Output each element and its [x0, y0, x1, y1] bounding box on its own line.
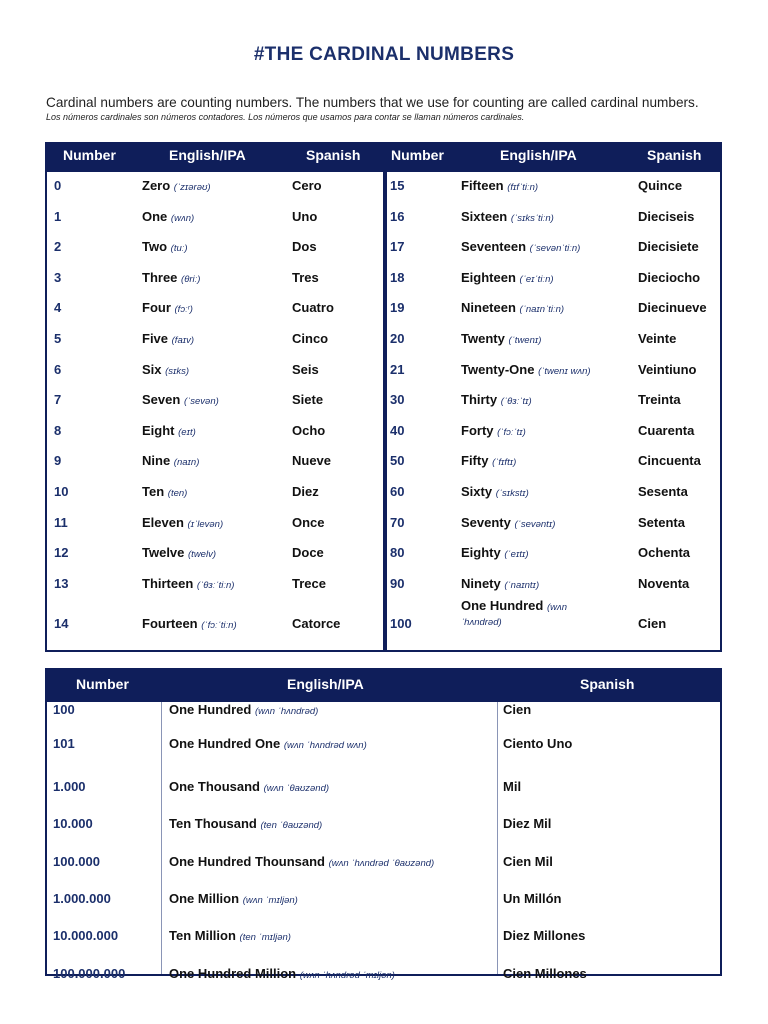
spanish-cell: Ocho: [292, 422, 326, 438]
ipa-transcription: (ˈeɪtɪ): [504, 549, 529, 561]
header-spanish: Spanish: [647, 147, 702, 163]
english-ipa-cell: [461, 453, 516, 468]
header-number: Number: [76, 676, 129, 692]
number-cell: 14: [54, 616, 69, 632]
english-ipa-cell: [169, 779, 329, 794]
number-cell: 30: [390, 392, 405, 408]
spanish-cell: Veinte: [638, 331, 677, 346]
header-spanish: Spanish: [306, 147, 361, 163]
english-word: Sixty: [461, 484, 493, 499]
english-word: Zero: [142, 178, 171, 193]
english-ipa-cell: [461, 209, 554, 224]
number-cell: 0: [54, 178, 62, 193]
english-word: Fourteen: [142, 616, 198, 632]
spanish-cell: Diez Mil: [503, 816, 552, 832]
intro-spanish: Los números cardinales son números contadores. Los números que usamos para contar se llaman números cardinales.: [46, 112, 525, 122]
table-row: [47, 854, 720, 874]
ipa-transcription: (ˈsɪkstɪ): [495, 488, 529, 499]
table-row: [47, 484, 720, 504]
ipa-transcription: (ten ˈmɪljən): [239, 932, 291, 944]
table-row: [47, 331, 720, 351]
ipa-transcription: (wʌn): [170, 212, 195, 224]
number-cell: 13: [54, 575, 69, 591]
spanish-cell: Cien: [638, 616, 667, 632]
english-word: Sixteen: [461, 208, 508, 224]
table-row: [47, 966, 720, 986]
ipa-transcription: (wʌn ˈmɪljən): [242, 895, 298, 906]
number-cell: 80: [390, 545, 405, 561]
table-row: [47, 270, 720, 290]
english-ipa-cell: [461, 239, 580, 254]
number-cell: 100.000: [53, 853, 100, 869]
number-cell: 10: [54, 484, 69, 499]
number-cell: 19: [390, 300, 405, 316]
english-word: Eleven: [142, 514, 184, 530]
spanish-cell: Cuatro: [292, 300, 334, 316]
table-row: [47, 392, 720, 412]
table-header: [47, 144, 720, 172]
english-word: Four: [142, 300, 171, 316]
spanish-cell: Diecisiete: [638, 239, 699, 255]
spanish-cell: Catorce: [292, 616, 341, 632]
spanish-cell: Dos: [292, 239, 317, 255]
english-word: Eighteen: [461, 269, 516, 285]
number-cell: 40: [390, 422, 405, 438]
english-word: Forty: [461, 422, 494, 438]
english-word: One Hundred: [169, 702, 252, 717]
english-word: Seventeen: [461, 239, 527, 255]
english-ipa-cell: [169, 736, 367, 751]
number-cell: 17: [390, 239, 405, 255]
table-row: [47, 362, 720, 382]
spanish-cell: Cincuenta: [638, 453, 701, 469]
cardinal-numbers-table-large: [45, 668, 722, 981]
number-cell: 20: [390, 331, 405, 346]
number-cell: 10.000.000: [53, 928, 119, 944]
spanish-cell: Noventa: [638, 575, 690, 591]
number-cell: 101: [53, 736, 75, 752]
ipa-transcription: (fɔːʳ): [174, 304, 193, 316]
spanish-cell: Veintiuno: [638, 361, 697, 377]
spanish-cell: Cien: [503, 702, 532, 717]
number-cell: 21: [390, 361, 405, 377]
number-cell: 4: [54, 300, 62, 316]
spanish-cell: Diez Millones: [503, 928, 586, 944]
ipa-transcription: (wʌn ˈhʌndrəd): [461, 602, 568, 629]
ipa-transcription: (faɪv): [171, 335, 195, 346]
table-row: [47, 816, 720, 836]
number-cell: 16: [390, 208, 405, 224]
spanish-cell: Cuarenta: [638, 422, 695, 438]
header-english-ipa: English/IPA: [500, 147, 577, 163]
spanish-cell: Tres: [292, 269, 319, 285]
english-ipa-cell: [461, 576, 539, 591]
ipa-transcription: (ˈθɜːˈtiːn): [196, 579, 235, 591]
ipa-transcription: (ˈnaɪnˈtiːn): [519, 304, 565, 316]
english-word: Fifteen: [461, 178, 504, 193]
spanish-cell: Dieciseis: [638, 208, 695, 224]
english-ipa-cell: [461, 598, 609, 628]
number-cell: 2: [54, 239, 62, 255]
spanish-cell: Cien Mil: [503, 853, 553, 869]
number-cell: 90: [390, 575, 405, 591]
english-ipa-cell: [169, 891, 298, 906]
spanish-cell: Diecinueve: [638, 300, 707, 316]
english-word: One Thousand: [169, 778, 260, 794]
number-cell: 15: [390, 178, 405, 193]
ipa-transcription: (ˈtwenɪ): [508, 335, 542, 346]
table-row: [47, 702, 720, 722]
table-row: [47, 300, 720, 320]
english-word: Seven: [142, 392, 181, 408]
page-title: #THE CARDINAL NUMBERS: [253, 44, 515, 65]
spanish-cell: Diez: [292, 484, 319, 499]
ipa-transcription: (sɪks): [165, 365, 190, 377]
ipa-transcription: (ɪˈlevən): [187, 518, 224, 530]
number-cell: 11: [54, 514, 68, 530]
spanish-cell: Ochenta: [638, 545, 691, 561]
number-cell: 1.000: [53, 778, 86, 794]
number-cell: 6: [54, 361, 62, 377]
ipa-transcription: (ˈfɪftɪ): [492, 457, 517, 469]
table-row: [47, 423, 720, 443]
number-cell: 18: [390, 269, 405, 285]
table-row: [47, 515, 720, 535]
ipa-transcription: (ˈzɪərəʊ): [173, 182, 211, 193]
number-cell: 12: [54, 545, 69, 561]
ipa-transcription: (ˈeɪˈtiːn): [519, 273, 554, 285]
english-word: Ten Thousand: [169, 816, 257, 832]
number-cell: 70: [390, 514, 405, 530]
english-word: One Hundred Thounsand: [169, 853, 325, 869]
spanish-cell: Siete: [292, 392, 324, 408]
spanish-cell: Setenta: [638, 514, 685, 530]
number-cell: 100.000.000: [53, 965, 126, 981]
number-cell: 9: [54, 453, 62, 469]
ipa-transcription: (θriː): [181, 273, 201, 285]
number-cell: 100: [53, 702, 75, 717]
number-cell: 3: [54, 269, 62, 285]
ipa-transcription: (wʌn ˈhʌndrəd ˈmɪljən): [299, 969, 395, 981]
english-ipa-cell: [461, 423, 526, 438]
ipa-transcription: (wʌn ˈhʌndrəd): [254, 706, 319, 717]
ipa-transcription: (wʌn ˈθaʊzənd): [263, 782, 330, 794]
spanish-cell: Treinta: [638, 392, 681, 408]
number-cell: 10.000: [53, 816, 93, 832]
table-row: [47, 178, 720, 198]
table-row: [47, 736, 720, 756]
spanish-cell: Seis: [292, 361, 319, 377]
english-ipa-cell: [169, 854, 434, 869]
english-word: Five: [142, 331, 169, 346]
english-word: Two: [142, 239, 168, 255]
english-word: One: [142, 208, 168, 224]
english-ipa-cell: [461, 545, 529, 560]
spanish-cell: Quince: [638, 178, 683, 193]
ipa-transcription: (ˈfɔːˈtɪ): [497, 426, 526, 438]
english-word: Twenty: [461, 331, 505, 346]
table-row: [47, 453, 720, 473]
ipa-transcription: (wʌn ˈhʌndrəd ˈθaʊzənd): [328, 857, 435, 869]
spanish-cell: Trece: [292, 575, 326, 591]
english-ipa-cell: [461, 515, 555, 530]
spanish-cell: Once: [292, 514, 325, 530]
number-cell: 100: [390, 616, 412, 632]
ipa-transcription: (naɪn): [173, 457, 200, 469]
table-row: [47, 891, 720, 911]
spanish-cell: Cien Millones: [503, 965, 587, 981]
ipa-transcription: (ˈsevən): [183, 396, 219, 408]
english-word: One Million: [169, 891, 240, 906]
english-ipa-cell: [461, 484, 529, 499]
spanish-cell: Doce: [292, 545, 324, 561]
spanish-cell: Dieciocho: [638, 269, 701, 285]
ipa-transcription: (ten): [167, 488, 188, 499]
ipa-transcription: (wʌn ˈhʌndrəd wʌn): [283, 740, 367, 752]
english-ipa-cell: [169, 928, 291, 943]
english-word: One Hundred: [461, 598, 544, 614]
english-ipa-cell: [461, 300, 564, 315]
spanish-cell: Un Millón: [503, 891, 562, 906]
ipa-transcription: (ˈfɔːˈtiːn): [201, 620, 237, 632]
spanish-cell: Sesenta: [638, 484, 688, 499]
spanish-cell: Cinco: [292, 331, 329, 346]
header-spanish: Spanish: [580, 676, 635, 692]
english-word: Twelve: [142, 545, 185, 561]
number-cell: 5: [54, 331, 62, 346]
number-cell: 8: [54, 422, 62, 438]
table-row: [47, 576, 720, 596]
english-word: One Hundred Million: [169, 965, 297, 981]
table-row: [47, 209, 720, 229]
ipa-transcription: (eɪt): [178, 426, 196, 438]
table-header: [47, 670, 720, 702]
ipa-transcription: (ˈsɪksˈtiːn): [510, 212, 554, 224]
english-word: Six: [142, 361, 162, 377]
english-word: Thirteen: [142, 575, 194, 591]
ipa-transcription: (twelv): [188, 549, 216, 561]
english-word: Nineteen: [461, 300, 516, 316]
ipa-transcription: (tuː): [170, 243, 188, 255]
english-word: Fifty: [461, 453, 489, 469]
ipa-transcription: (ten ˈθaʊzənd): [260, 820, 323, 832]
english-word: Thirty: [461, 392, 498, 408]
table-row: [47, 239, 720, 259]
table-row: [47, 928, 720, 948]
english-ipa-cell: [169, 702, 318, 717]
english-word: Twenty-One: [461, 361, 535, 377]
number-cell: 1.000.000: [53, 891, 111, 906]
table-row: [47, 545, 720, 565]
english-ipa-cell: [461, 331, 541, 346]
ipa-transcription: (ˈtwenɪ wʌn): [538, 365, 591, 377]
header-english-ipa: English/IPA: [287, 676, 364, 692]
spanish-cell: Ciento Uno: [503, 736, 573, 752]
english-word: Nine: [142, 453, 171, 469]
header-english-ipa: English/IPA: [169, 147, 246, 163]
english-word: Ten: [142, 484, 165, 499]
english-ipa-cell: [169, 816, 322, 831]
ipa-transcription: (ˈsevənˈtiːn): [529, 243, 581, 255]
spanish-cell: Mil: [503, 778, 522, 794]
cardinal-numbers-table-0-100: [45, 142, 722, 652]
english-word: One Hundred One: [169, 736, 281, 752]
spanish-cell: Nueve: [292, 453, 332, 469]
english-word: Eight: [142, 422, 175, 438]
table-row: [47, 779, 720, 799]
header-number: Number: [391, 147, 444, 163]
ipa-transcription: (ˈsevəntɪ): [514, 518, 556, 530]
english-word: Ninety: [461, 575, 501, 591]
intro-english: Cardinal numbers are counting numbers. The numbers that we use for counting are called cardinal numbers.: [46, 95, 699, 110]
ipa-transcription: (ˈnaɪntɪ): [504, 579, 540, 591]
english-word: Eighty: [461, 545, 501, 561]
number-cell: 1: [54, 208, 62, 224]
spanish-cell: Uno: [292, 208, 318, 224]
table-row: [47, 598, 720, 636]
english-ipa-cell: [461, 178, 538, 193]
english-ipa-cell: [461, 270, 554, 285]
english-ipa-cell: [461, 392, 532, 407]
english-word: Seventy: [461, 514, 511, 530]
ipa-transcription: (ˈθɜːˈtɪ): [500, 396, 532, 408]
english-word: Ten Million: [169, 928, 236, 944]
english-word: Three: [142, 269, 178, 285]
english-ipa-cell: [169, 966, 395, 981]
number-cell: 7: [54, 392, 62, 408]
number-cell: 60: [390, 484, 405, 499]
ipa-transcription: (fɪfˈtiːn): [507, 182, 539, 193]
english-ipa-cell: [461, 362, 591, 377]
header-number: Number: [63, 147, 116, 163]
spanish-cell: Cero: [292, 178, 322, 193]
number-cell: 50: [390, 453, 405, 469]
